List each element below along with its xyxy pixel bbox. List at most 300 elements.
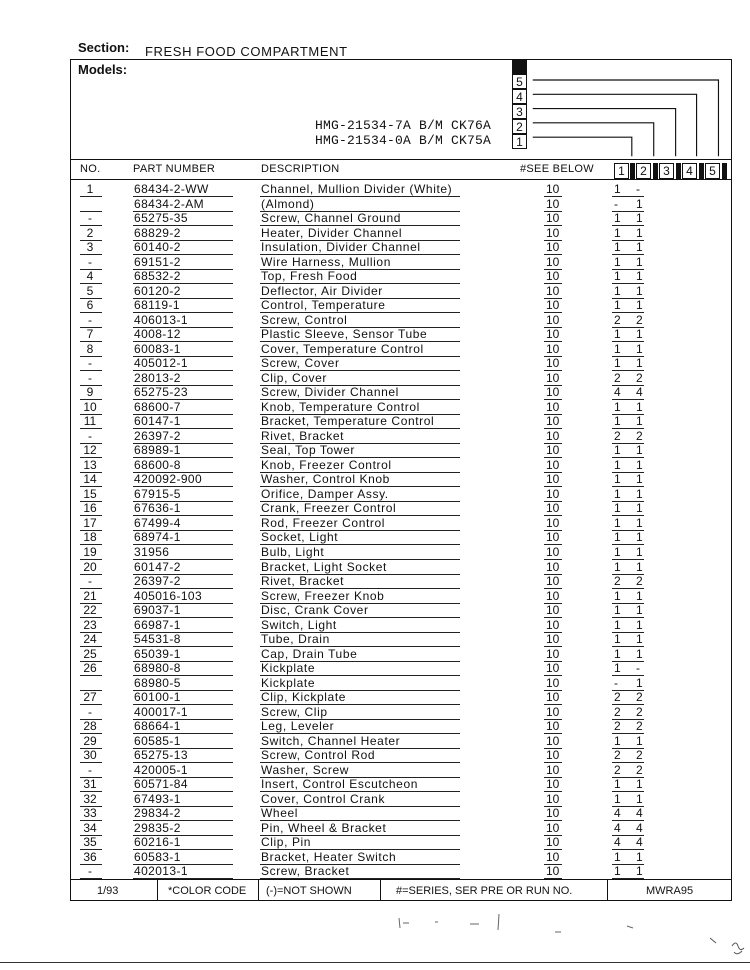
- description: Bracket, Light Socket: [261, 559, 387, 574]
- qty-model-2: 1: [636, 588, 643, 603]
- see-below-code: 10: [546, 457, 560, 472]
- row-number: 2: [86, 225, 94, 240]
- qty-model-1: 2: [614, 370, 621, 385]
- footer-divider: [607, 880, 608, 901]
- part-number: 420092-900: [134, 472, 203, 487]
- part-number: 69151-2: [134, 254, 181, 269]
- model-col-number-2: 2: [512, 119, 527, 134]
- description: Switch, Channel Heater: [261, 733, 401, 748]
- description: Cover, Control Crank: [261, 791, 386, 806]
- row-number: 11: [83, 414, 97, 429]
- row-number: 21: [83, 588, 97, 603]
- see-below-code: 10: [546, 646, 560, 661]
- description: Bracket, Temperature Control: [261, 414, 435, 429]
- qty-model-2: 2: [636, 762, 643, 777]
- row-number: 17: [83, 515, 97, 530]
- row-number: 35: [83, 835, 97, 850]
- row-number: 4: [86, 269, 94, 284]
- footer-top-rule: [70, 879, 732, 880]
- row-number: 24: [83, 632, 97, 647]
- see-below-code: 10: [546, 661, 560, 676]
- description: Rod, Freezer Control: [261, 515, 386, 530]
- model-col-number-5: 5: [512, 74, 527, 89]
- qty-model-2: 1: [636, 545, 643, 559]
- row-number: 8: [86, 341, 94, 356]
- description: Tube, Drain: [261, 632, 330, 647]
- qty-model-2: 2: [636, 370, 643, 385]
- description: Clip, Pin: [261, 835, 312, 850]
- part-number: 60120-2: [134, 283, 181, 298]
- qty-model-2: 2: [636, 428, 643, 443]
- part-number: 60147-2: [134, 559, 181, 574]
- see-below-code: 10: [546, 864, 560, 879]
- qty-model-2: 1: [636, 864, 643, 879]
- see-below-code: 10: [546, 196, 560, 211]
- see-below-code: 10: [546, 530, 560, 545]
- qty-model-1: 1: [614, 327, 621, 342]
- description: Knob, Freezer Control: [261, 457, 392, 472]
- qty-model-2: 1: [636, 603, 643, 618]
- models-label: Models:: [78, 62, 128, 77]
- see-below-code: 10: [546, 603, 560, 618]
- part-number: 65039-1: [134, 646, 181, 661]
- part-number: 68434-2-AM: [134, 196, 205, 211]
- row-underline: [80, 675, 102, 676]
- row-number: -: [88, 312, 92, 327]
- qty-model-2: 2: [636, 704, 643, 719]
- description: Control, Temperature: [261, 298, 386, 313]
- part-number: 65275-13: [134, 748, 188, 763]
- description: Orifice, Damper Assy.: [261, 486, 389, 501]
- description: Clip, Cover: [261, 370, 327, 385]
- see-below-code: 10: [546, 515, 560, 530]
- see-below-code: 10: [546, 748, 560, 763]
- row-number: 36: [83, 849, 97, 864]
- description: Clip, Kickplate: [261, 690, 347, 705]
- section-title: FRESH FOOD COMPARTMENT: [145, 44, 348, 59]
- qty-model-1: 1: [614, 298, 621, 313]
- description: Leg, Leveler: [261, 719, 335, 734]
- footer-divider: [258, 880, 259, 901]
- qty-model-2: 1: [636, 791, 643, 806]
- qty-model-2: 1: [636, 486, 643, 501]
- page-bottom-rule: [0, 962, 750, 963]
- description: Insert, Control Escutcheon: [261, 777, 419, 792]
- qty-model-2: -: [636, 661, 640, 676]
- header-bottom-rule: [70, 179, 732, 180]
- see-below-code: 10: [546, 849, 560, 864]
- see-below-code: 10: [546, 791, 560, 806]
- qty-model-1: 1: [614, 457, 621, 472]
- row-number: -: [88, 356, 92, 371]
- model-col-number-3: 3: [512, 104, 527, 119]
- part-number: 31956: [134, 545, 170, 559]
- row-number: 33: [83, 806, 97, 821]
- qty-model-1: 2: [614, 748, 621, 763]
- row-number: 27: [83, 690, 97, 705]
- qty-model-1: 2: [614, 690, 621, 705]
- description: Screw, Control Rod: [261, 748, 376, 763]
- see-below-code: 10: [546, 341, 560, 356]
- qty-model-1: 1: [614, 632, 621, 647]
- description: Insulation, Divider Channel: [261, 240, 421, 255]
- qty-model-2: 1: [636, 356, 643, 371]
- qty-model-2: 1: [636, 254, 643, 269]
- part-number: 67493-1: [134, 791, 181, 806]
- row-number: 31: [83, 777, 97, 792]
- see-below-code: 10: [546, 762, 560, 777]
- qty-model-2: 4: [636, 385, 643, 400]
- see-below-code: 10: [546, 283, 560, 298]
- see-below-code: 10: [546, 690, 560, 705]
- col-header-divider: [699, 163, 704, 179]
- part-number: 60583-1: [134, 849, 181, 864]
- see-below-code: 10: [546, 501, 560, 516]
- qty-model-1: 1: [614, 588, 621, 603]
- qty-model-1: 1: [614, 661, 621, 676]
- see-below-code: 10: [546, 806, 560, 821]
- description: Deflector, Air Divider: [261, 283, 383, 298]
- description: Washer, Screw: [261, 762, 350, 777]
- row-number: -: [88, 428, 92, 443]
- row-number: 20: [83, 559, 97, 574]
- qty-model-2: 1: [636, 298, 643, 313]
- qty-model-1: 4: [614, 806, 621, 821]
- part-number: 26397-2: [134, 428, 181, 443]
- row-number: -: [88, 254, 92, 269]
- model-col-cap: [512, 60, 527, 74]
- qty-model-2: 4: [636, 820, 643, 835]
- qty-model-1: -: [614, 196, 618, 211]
- description: (Almond): [261, 196, 315, 211]
- qty-model-1: 1: [614, 283, 621, 298]
- qty-model-1: 1: [614, 559, 621, 574]
- qty-model-2: 1: [636, 457, 643, 472]
- see-below-code: 10: [546, 719, 560, 734]
- section-label: Section:: [78, 40, 130, 55]
- see-below-code: 10: [546, 835, 560, 850]
- row-number: 3: [86, 240, 94, 255]
- row-number: 19: [83, 545, 97, 559]
- qty-model-2: 2: [636, 690, 643, 705]
- row-number: -: [88, 864, 92, 879]
- qty-model-2: 1: [636, 225, 643, 240]
- part-number: 400017-1: [134, 704, 188, 719]
- qty-model-2: 1: [636, 443, 643, 458]
- qty-model-1: 1: [614, 472, 621, 487]
- part-number: 67636-1: [134, 501, 181, 516]
- description: Bulb, Light: [261, 545, 325, 559]
- footer-catalog-code: MWRA95: [646, 885, 694, 897]
- qty-model-1: 1: [614, 849, 621, 864]
- row-number: 28: [83, 719, 97, 734]
- footer-color-code: *COLOR CODE: [168, 885, 247, 897]
- qty-model-1: 1: [614, 225, 621, 240]
- part-number: 68434-2-WW: [134, 182, 209, 196]
- row-number: -: [88, 762, 92, 777]
- qty-model-2: 1: [636, 515, 643, 530]
- description: Cover, Temperature Control: [261, 341, 424, 356]
- qty-model-1: 1: [614, 356, 621, 371]
- part-number: 68600-7: [134, 399, 181, 414]
- description: Rivet, Bracket: [261, 574, 345, 589]
- qty-model-1: 1: [614, 240, 621, 255]
- qty-model-2: 1: [636, 777, 643, 792]
- qty-model-2: 2: [636, 748, 643, 763]
- qty-model-2: 1: [636, 269, 643, 284]
- row-number: -: [88, 704, 92, 719]
- col-header-part-number: PART NUMBER: [133, 163, 216, 175]
- part-number: 406013-1: [134, 312, 188, 327]
- col-header-description: DESCRIPTION: [261, 163, 340, 175]
- qty-model-2: 1: [636, 327, 643, 342]
- description: Disc, Crank Cover: [261, 603, 369, 618]
- description: Screw, Freezer Knob: [261, 588, 385, 603]
- qty-model-1: 1: [614, 545, 621, 559]
- qty-model-1: 1: [614, 501, 621, 516]
- part-number: 29834-2: [134, 806, 181, 821]
- description: Plastic Sleeve, Sensor Tube: [261, 327, 428, 342]
- qty-model-1: 1: [614, 414, 621, 429]
- qty-model-1: 1: [614, 530, 621, 545]
- part-number: 65275-35: [134, 211, 188, 226]
- row-number: 29: [83, 733, 97, 748]
- see-below-code: 10: [546, 385, 560, 400]
- row-number: 7: [86, 327, 94, 342]
- col-header-divider: [722, 163, 727, 179]
- footer-date: 1/93: [97, 885, 119, 897]
- part-number: 26397-2: [134, 574, 181, 589]
- row-number: 18: [83, 530, 97, 545]
- model-line-1: HMG-21534-7A B/M CK76A: [315, 118, 492, 133]
- qty-model-2: 1: [636, 472, 643, 487]
- qty-model-1: 2: [614, 312, 621, 327]
- col-header-no: NO.: [80, 163, 101, 175]
- part-number: 68974-1: [134, 530, 181, 545]
- qty-model-1: 1: [614, 443, 621, 458]
- model-col-number-4: 4: [512, 89, 527, 104]
- row-underline: [80, 196, 102, 197]
- part-number: 60100-1: [134, 690, 181, 705]
- see-below-code: 10: [546, 182, 560, 196]
- qty-model-1: 4: [614, 835, 621, 850]
- qty-model-2: 1: [636, 733, 643, 748]
- part-number: 60571-84: [134, 777, 188, 792]
- qty-model-1: 2: [614, 762, 621, 777]
- qty-model-2: 1: [636, 646, 643, 661]
- see-below-code: 10: [546, 254, 560, 269]
- see-below-code: 10: [546, 574, 560, 589]
- see-below-code: 10: [546, 211, 560, 226]
- stray-scan-marks: [395, 910, 655, 940]
- row-number: 14: [83, 472, 97, 487]
- part-number: 68829-2: [134, 225, 181, 240]
- footer-divider: [157, 880, 158, 901]
- part-number: 28013-2: [134, 370, 181, 385]
- description: Wheel: [261, 806, 299, 821]
- footer-divider: [380, 880, 381, 901]
- qty-model-1: 1: [614, 646, 621, 661]
- description: Kickplate: [261, 661, 316, 676]
- part-number: 67915-5: [134, 486, 181, 501]
- row-number: -: [88, 211, 92, 226]
- see-below-code: 10: [546, 820, 560, 835]
- see-below-code: 10: [546, 225, 560, 240]
- qty-model-1: 4: [614, 385, 621, 400]
- qty-model-2: 1: [636, 675, 643, 690]
- description: Switch, Light: [261, 617, 337, 632]
- row-number: 22: [83, 603, 97, 618]
- part-number: 54531-8: [134, 632, 181, 647]
- row-number: 5: [86, 283, 94, 298]
- see-below-code: 10: [546, 777, 560, 792]
- part-number: 68980-5: [134, 675, 181, 690]
- row-number: 15: [83, 486, 97, 501]
- part-number: 66987-1: [134, 617, 181, 632]
- col-header-5: 5: [705, 163, 720, 179]
- row-number: 34: [83, 820, 97, 835]
- part-number: 65275-23: [134, 385, 188, 400]
- part-number: 420005-1: [134, 762, 188, 777]
- row-number: 9: [86, 385, 94, 400]
- see-below-code: 10: [546, 240, 560, 255]
- qty-model-2: 1: [636, 283, 643, 298]
- col-header-4: 4: [682, 163, 697, 179]
- description: Rivet, Bracket: [261, 428, 345, 443]
- see-below-code: 10: [546, 370, 560, 385]
- part-number: 60585-1: [134, 733, 181, 748]
- qty-model-1: 1: [614, 269, 621, 284]
- qty-model-2: -: [636, 182, 640, 196]
- row-number: 23: [83, 617, 97, 632]
- qty-model-1: 1: [614, 182, 621, 196]
- footer-series-legend: #=SERIES, SER PRE OR RUN NO.: [396, 885, 573, 897]
- qty-model-2: 1: [636, 341, 643, 356]
- see-below-code: 10: [546, 588, 560, 603]
- qty-model-2: 1: [636, 632, 643, 647]
- see-below-code: 10: [546, 269, 560, 284]
- qty-model-1: 1: [614, 486, 621, 501]
- see-below-code: 10: [546, 356, 560, 371]
- row-number: 26: [83, 661, 97, 676]
- description: Screw, Channel Ground: [261, 211, 402, 226]
- qty-model-2: 1: [636, 211, 643, 226]
- qty-model-2: 1: [636, 617, 643, 632]
- qty-model-2: 1: [636, 559, 643, 574]
- col-header-3: 3: [659, 163, 674, 179]
- row-number: -: [88, 574, 92, 589]
- row-number: 32: [83, 791, 97, 806]
- qty-model-1: 1: [614, 341, 621, 356]
- qty-model-1: 1: [614, 617, 621, 632]
- qty-model-2: 2: [636, 574, 643, 589]
- description: Screw, Cover: [261, 356, 340, 371]
- qty-model-2: 1: [636, 501, 643, 516]
- part-number: 68980-8: [134, 661, 181, 676]
- col-header-see-below: #SEE BELOW: [520, 163, 594, 175]
- qty-model-1: 2: [614, 428, 621, 443]
- description: Pin, Wheel & Bracket: [261, 820, 387, 835]
- model-line-2: HMG-21534-0A B/M CK75A: [315, 133, 492, 148]
- qty-model-1: 1: [614, 791, 621, 806]
- qty-model-2: 4: [636, 806, 643, 821]
- description: Seal, Top Tower: [261, 443, 355, 458]
- description: Cap, Drain Tube: [261, 646, 358, 661]
- see-below-code: 10: [546, 399, 560, 414]
- see-below-code: 10: [546, 545, 560, 559]
- row-number: 25: [83, 646, 97, 661]
- row-number: -: [88, 370, 92, 385]
- description: Screw, Divider Channel: [261, 385, 399, 400]
- qty-model-1: 1: [614, 515, 621, 530]
- description: Bracket, Heater Switch: [261, 849, 397, 864]
- part-number: 405016-103: [134, 588, 203, 603]
- qty-model-1: -: [614, 675, 618, 690]
- see-below-code: 10: [546, 428, 560, 443]
- part-number: 29835-2: [134, 820, 181, 835]
- col-header-1: 1: [614, 163, 629, 179]
- part-number: 60083-1: [134, 341, 181, 356]
- see-below-code: 10: [546, 704, 560, 719]
- qty-model-2: 2: [636, 312, 643, 327]
- description: Screw, Control: [261, 312, 348, 327]
- description: Crank, Freezer Control: [261, 501, 397, 516]
- part-number: 60140-2: [134, 240, 181, 255]
- model-col-number-1: 1: [512, 134, 527, 149]
- qty-model-2: 4: [636, 835, 643, 850]
- part-number: 69037-1: [134, 603, 181, 618]
- description: Kickplate: [261, 675, 316, 690]
- footer-not-shown-legend: (-)=NOT SHOWN: [266, 885, 352, 897]
- see-below-code: 10: [546, 312, 560, 327]
- part-number: 60216-1: [134, 835, 181, 850]
- stray-scan-marks: [708, 932, 748, 960]
- col-header-divider: [676, 163, 681, 179]
- see-below-code: 10: [546, 632, 560, 647]
- see-below-code: 10: [546, 414, 560, 429]
- part-number: 68532-2: [134, 269, 181, 284]
- see-below-code: 10: [546, 559, 560, 574]
- qty-model-2: 1: [636, 414, 643, 429]
- see-below-code: 10: [546, 486, 560, 501]
- part-number: 60147-1: [134, 414, 181, 429]
- qty-model-1: 1: [614, 211, 621, 226]
- description: Screw, Clip: [261, 704, 328, 719]
- part-number: 67499-4: [134, 515, 181, 530]
- qty-model-1: 1: [614, 777, 621, 792]
- see-below-code: 10: [546, 327, 560, 342]
- part-number: 4008-12: [134, 327, 181, 342]
- description: Channel, Mullion Divider (White): [261, 182, 453, 196]
- see-below-code: 10: [546, 472, 560, 487]
- row-number: 30: [83, 748, 97, 763]
- qty-model-2: 1: [636, 240, 643, 255]
- col-header-divider: [630, 163, 635, 179]
- qty-model-1: 1: [614, 399, 621, 414]
- see-below-code: 10: [546, 675, 560, 690]
- qty-model-1: 2: [614, 704, 621, 719]
- description: Wire Harness, Mullion: [261, 254, 391, 269]
- qty-model-1: 1: [614, 864, 621, 879]
- col-header-divider: [653, 163, 658, 179]
- qty-model-1: 1: [614, 254, 621, 269]
- row-number: 10: [83, 399, 97, 414]
- qty-model-2: 2: [636, 719, 643, 734]
- part-number: 402013-1: [134, 864, 188, 879]
- qty-model-1: 1: [614, 603, 621, 618]
- row-number: 13: [83, 457, 97, 472]
- model-column-connector-lines: [528, 60, 728, 160]
